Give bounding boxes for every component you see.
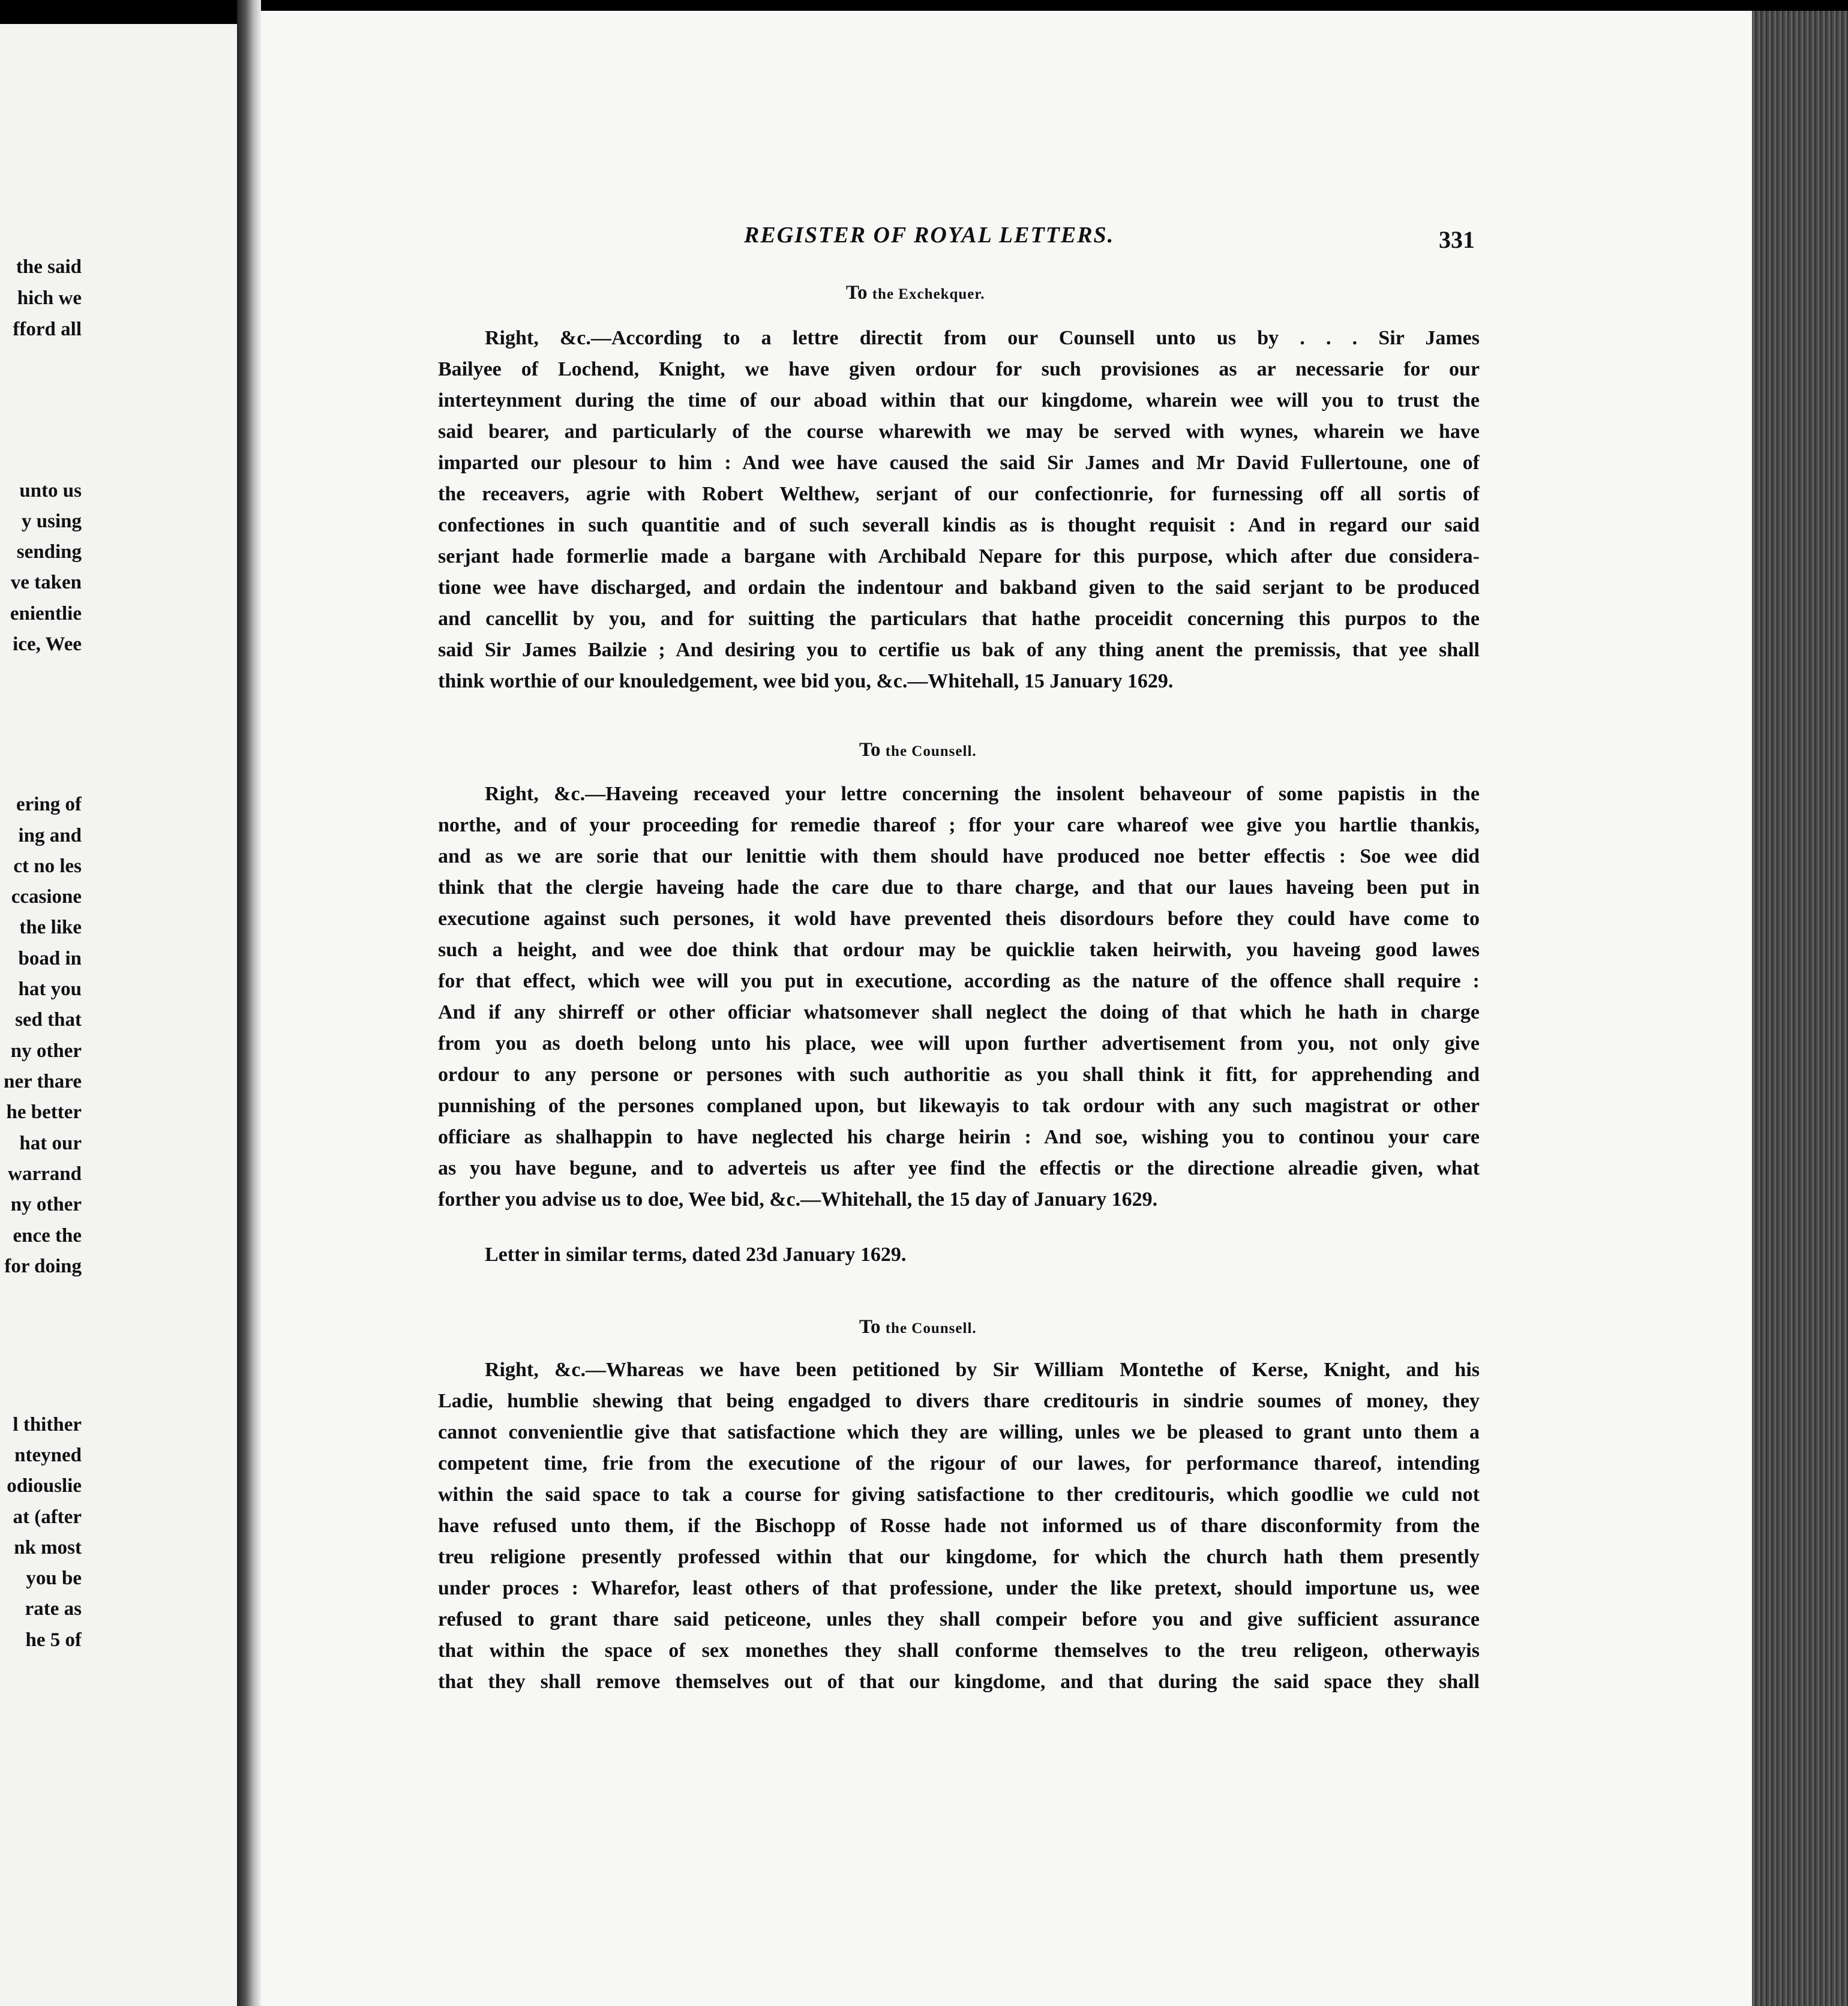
left-page-line: ering of: [16, 794, 82, 815]
text-line: ordour to any persone or persones with such authoritie as you shall think it fitt, for apprehending and: [438, 1064, 1480, 1086]
text-line: Letter in similar terms, dated 23d January 1629.: [485, 1244, 907, 1266]
text-line: Ladie, humblie shewing that being engadged to divers thare creditouris in sindrie soumes of money, they: [438, 1390, 1480, 1412]
left-page-line: he better: [6, 1101, 82, 1123]
left-page-line: nk most: [14, 1537, 82, 1558]
text-line: Right, &c.—Haveing receaved your lettre concerning the insolent behaveour of some papistis in the: [485, 783, 1480, 805]
left-page-line: ing and: [18, 825, 82, 846]
left-page-line: at (after: [13, 1506, 82, 1528]
text-line: serjant hade formerlie made a bargane with Archibald Nepare for this purpose, which after due considera-: [438, 545, 1480, 567]
left-page-line: nteyned: [14, 1445, 82, 1466]
text-line: the receavers, agrie with Robert Welthew, serjant of our confectionrie, for furnessing off all sortis of: [438, 483, 1480, 505]
text-line: from you as doeth belong unto his place, wee will upon further advertisement from you, not only give: [438, 1032, 1480, 1055]
text-line: northe, and of your proceeding for remedie thareof ; ffor your care whareof wee give you hartlie thankis,: [438, 814, 1480, 836]
left-page-line: hich we: [17, 287, 82, 309]
left-page-line: fford all: [13, 319, 82, 340]
text-line: tione wee have discharged, and ordain the indentour and bakband given to the said serjant to be produced: [438, 576, 1480, 599]
left-page-line: sending: [16, 541, 82, 563]
left-page-line: ny other: [10, 1040, 82, 1062]
left-page-line: ence the: [13, 1225, 82, 1247]
text-line: refused to grant thare said peticeone, unles they shall compeir before you and give sufficient assurance: [438, 1608, 1480, 1630]
left-page-line: hat you: [18, 978, 82, 1000]
left-page-line: boad in: [18, 948, 82, 969]
left-page-line: ice, Wee: [13, 633, 82, 655]
text-line: for that effect, which wee will you put in executione, according as the nature of the offence shall require :: [438, 970, 1480, 992]
text-line: competent time, frie from the executione of the rigour of our lawes, for performance thareof, intending: [438, 1452, 1480, 1475]
text-line: that within the space of sex monethes they shall conforme themselves to the treu religeon, otherwayis: [438, 1639, 1480, 1662]
left-page-line: ner thare: [4, 1071, 82, 1092]
text-line: think that the clergie haveing hade the care due to thare charge, and that our laues haveing been put in: [438, 876, 1480, 899]
left-page-line: the like: [19, 917, 82, 938]
left-page-line: enientlie: [10, 603, 82, 624]
text-line: confectiones in such quantitie and of such severall kindis as is thought requisit : And in regard our said: [438, 514, 1480, 536]
letter-heading: [846, 282, 985, 304]
text-line: within the said space to tak a course for giving satisfactione to ther creditouris, which goodlie we culd not: [438, 1484, 1480, 1506]
text-line: said Sir James Bailzie ; And desiring you to certifie us bak of any thing anent the premissis, that yee shall: [438, 639, 1480, 661]
left-page-line: ve taken: [10, 572, 82, 593]
left-page-line: y using: [22, 510, 82, 532]
letter-heading: [859, 739, 977, 761]
text-line: as you have begune, and to adverteis us after yee find the effectis or the directione alreadie given, what: [438, 1157, 1480, 1179]
left-page-line: rate as: [25, 1598, 82, 1620]
text-line: punnishing of the persones complaned upon, but likewayis to tak ordour with any such magistrat or other: [438, 1095, 1480, 1117]
left-page-line: ny other: [10, 1194, 82, 1215]
text-line: executione against such persones, it wold have prevented theis disordours before they could have come to: [438, 908, 1480, 930]
text-line: Bailyee of Lochend, Knight, we have given ordour for such provisiones as ar necessarie for our: [438, 358, 1480, 380]
left-page-line: warrand: [8, 1163, 82, 1185]
text-line: under proces : Wharefor, least others of that professione, under the like pretext, should importune us, wee: [438, 1577, 1480, 1599]
heading-addressee: the Exchekquer.: [872, 286, 985, 302]
text-line: Right, &c.—Whareas we have been petitioned by Sir William Montethe of Kerse, Knight, and his: [485, 1359, 1480, 1381]
left-page-line: for doing: [4, 1256, 82, 1277]
running-head: REGISTER OF ROYAL LETTERS.: [744, 223, 1115, 248]
text-line: have refused unto them, if the Bischopp of Rosse hade not informed us of thare disconformity from the: [438, 1515, 1480, 1537]
text-line: And if any shirreff or other officiar whatsomever shall neglect the doing of that which he hath in charge: [438, 1001, 1480, 1023]
left-page-line: hat our: [19, 1133, 82, 1154]
left-page-line: you be: [26, 1567, 82, 1589]
text-line: think worthie of our knouledgement, wee bid you, &c.—Whitehall, 15 January 1629.: [438, 670, 1174, 692]
heading-to: To: [846, 282, 868, 304]
left-page-line: he 5 of: [25, 1629, 82, 1651]
heading-addressee: the Counsell.: [885, 1320, 977, 1337]
page-number: 331: [1439, 226, 1475, 253]
left-page-line: sed that: [15, 1009, 82, 1031]
heading-to: To: [859, 1316, 881, 1338]
left-page-line: the said: [16, 256, 82, 278]
left-page-line: odiouslie: [7, 1475, 82, 1497]
text-line: cannot convenientlie give that satisfactione which they are willing, unles we be pleased to grant unto them a: [438, 1421, 1480, 1443]
text-line: forther you advise us to doe, Wee bid, &c.—Whitehall, the 15 day of January 1629.: [438, 1188, 1158, 1211]
text-line: and as we are sorie that our lenittie with them should have produced noe better effectis : Soe wee did: [438, 845, 1480, 867]
heading-to: To: [859, 739, 881, 761]
text-line: interteynment during the time of our aboad within that our kingdome, wharein wee will you to trust the: [438, 389, 1480, 412]
text-line: that they shall remove themselves out of that our kingdome, and that during the said space they shall: [438, 1671, 1480, 1693]
left-page-line: unto us: [19, 480, 82, 501]
text-line: said bearer, and particularly of the course wharewith we may be served with wynes, wharein we have: [438, 421, 1480, 443]
book-gutter: [237, 0, 261, 2006]
left-page-line: ct no les: [13, 855, 82, 877]
text-line: such a height, and wee doe think that ordour may be quicklie taken heirwith, you haveing good lawes: [438, 939, 1480, 961]
page-edges: [1752, 11, 1848, 2006]
text-line: treu religione presently professed within that our kingdome, for which the church hath them presently: [438, 1546, 1480, 1568]
left-page-line: l thither: [13, 1414, 82, 1436]
text-line: officiare as shalhappin to have neglected his charge heirin : And soe, wishing you to continou your care: [438, 1126, 1480, 1148]
text-line: and cancellit by you, and for suitting the particulars that hathe proceidit concerning this purpos to the: [438, 608, 1480, 630]
heading-addressee: the Counsell.: [885, 743, 977, 759]
text-line: imparted our plesour to him : And wee have caused the said Sir James and Mr David Fullertoune, one of: [438, 452, 1480, 474]
left-page-line: ccasione: [11, 886, 82, 908]
left-facing-page: [0, 24, 237, 2006]
letter-heading: [859, 1316, 977, 1338]
text-line: Right, &c.—According to a lettre directit from our Counsell unto us by . . . Sir James: [485, 327, 1480, 349]
